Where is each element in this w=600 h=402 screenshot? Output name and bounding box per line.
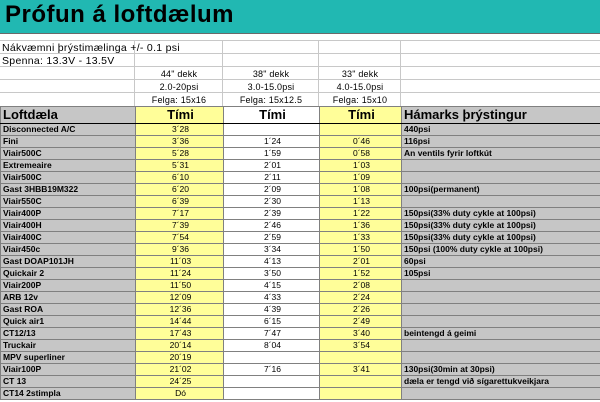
max-pressure-cell: 150psi(33% duty cykle at 100psi) <box>402 208 600 220</box>
pump-name-cell: MPV superliner <box>1 352 136 364</box>
time-33-cell: 1´09 <box>320 172 402 184</box>
pump-results-table <box>0 106 600 400</box>
table-row <box>1 340 600 352</box>
time-44-cell: 17´43 <box>136 328 224 340</box>
pump-name-cell: Disconnected A/C <box>1 124 136 136</box>
max-pressure-cell: 60psi <box>402 256 600 268</box>
pump-name-cell: CT12/13 <box>1 328 136 340</box>
pump-name-cell: Extremeaire <box>1 160 136 172</box>
rim-size-3: Felga: 15x10 <box>332 95 388 105</box>
time-44-cell: 11´24 <box>136 268 224 280</box>
page-title: Prófun á loftdælum <box>5 1 234 28</box>
rim-size-1: Felga: 15x16 <box>151 95 207 105</box>
time-44-cell: 21´02 <box>136 364 224 376</box>
table-row <box>1 316 600 328</box>
time-44-cell: 5´31 <box>136 160 224 172</box>
pump-name-cell: Viair400C <box>1 232 136 244</box>
pump-name-cell: Viair100P <box>1 364 136 376</box>
max-pressure-cell: 150psi(33% duty cykle at 100psi) <box>402 220 600 232</box>
max-pressure-cell <box>402 196 600 208</box>
time-38-cell: 7´47 <box>224 328 320 340</box>
time-44-cell: 6´39 <box>136 196 224 208</box>
time-38-cell: 8´04 <box>224 340 320 352</box>
time-33-cell: 1´50 <box>320 244 402 256</box>
table-row <box>1 352 600 364</box>
max-pressure-cell: An ventils fyrir loftkút <box>402 148 600 160</box>
max-pressure-cell <box>402 352 600 364</box>
table-row <box>1 388 600 400</box>
pump-name-cell: CT 13 <box>1 376 136 388</box>
column-header-time-38: Tími <box>224 107 320 124</box>
time-33-cell: 1´52 <box>320 268 402 280</box>
max-pressure-cell: dæla er tengd við sígarettukveikjara <box>402 376 600 388</box>
pressure-range-3: 4.0-15.0psi <box>336 82 384 92</box>
table-row <box>1 364 600 376</box>
max-pressure-cell <box>402 172 600 184</box>
pump-name-cell: Viair450c <box>1 244 136 256</box>
column-header-pump: Loftdæla <box>1 107 136 124</box>
pump-name-cell: Viair550C <box>1 196 136 208</box>
max-pressure-cell <box>402 280 600 292</box>
max-pressure-cell <box>402 160 600 172</box>
time-38-cell: 4´39 <box>224 304 320 316</box>
time-38-cell: 2´01 <box>224 160 320 172</box>
table-row <box>1 160 600 172</box>
time-44-cell: 3´28 <box>136 124 224 136</box>
time-44-cell: 11´03 <box>136 256 224 268</box>
table-row <box>1 124 600 136</box>
time-38-cell: 3´34 <box>224 244 320 256</box>
max-pressure-cell <box>402 292 600 304</box>
pump-name-cell: CT14 2stimpla <box>1 388 136 400</box>
table-header-row <box>1 107 600 124</box>
time-33-cell <box>320 388 402 400</box>
time-38-cell <box>224 352 320 364</box>
time-38-cell: 4´13 <box>224 256 320 268</box>
time-38-cell: 2´39 <box>224 208 320 220</box>
table-row <box>1 376 600 388</box>
tire-size-1: 44" dekk <box>160 69 198 79</box>
pump-name-cell: Truckair <box>1 340 136 352</box>
time-38-cell: 7´16 <box>224 364 320 376</box>
table-row <box>1 304 600 316</box>
max-pressure-cell: 150psi(33% duty cykle at 100psi) <box>402 232 600 244</box>
table-row <box>1 280 600 292</box>
table-row <box>1 292 600 304</box>
tire-size-3: 33" dekk <box>341 69 379 79</box>
rim-size-2: Felga: 15x12.5 <box>239 95 303 105</box>
time-44-cell: 7´39 <box>136 220 224 232</box>
column-header-time-44: Tími <box>136 107 224 124</box>
tire-size-2: 38" dekk <box>252 69 290 79</box>
table-row <box>1 172 600 184</box>
time-44-cell: 7´17 <box>136 208 224 220</box>
time-44-cell: 24´25 <box>136 376 224 388</box>
time-44-cell: 3´36 <box>136 136 224 148</box>
pressure-range-2: 3.0-15.0psi <box>247 82 295 92</box>
time-38-cell: 2´09 <box>224 184 320 196</box>
time-33-cell: 1´13 <box>320 196 402 208</box>
max-pressure-cell <box>402 304 600 316</box>
time-33-cell: 1´36 <box>320 220 402 232</box>
table-row <box>1 256 600 268</box>
time-38-cell: 1´24 <box>224 136 320 148</box>
pump-name-cell: Viair400P <box>1 208 136 220</box>
time-44-cell: 5´28 <box>136 148 224 160</box>
pump-name-cell: Quick air1 <box>1 316 136 328</box>
time-38-cell <box>224 388 320 400</box>
table-row <box>1 244 600 256</box>
time-33-cell: 2´49 <box>320 316 402 328</box>
max-pressure-cell: 100psi(permanent) <box>402 184 600 196</box>
time-44-cell: 9´36 <box>136 244 224 256</box>
time-38-cell: 2´11 <box>224 172 320 184</box>
table-row <box>1 148 600 160</box>
time-44-cell: 14´44 <box>136 316 224 328</box>
time-44-cell: 7´54 <box>136 232 224 244</box>
table-row <box>1 136 600 148</box>
max-pressure-cell: 116psi <box>402 136 600 148</box>
time-44-cell: 6´20 <box>136 184 224 196</box>
column-header-max-pressure: Hámarks þrýstingur <box>402 107 600 124</box>
time-33-cell: 0´46 <box>320 136 402 148</box>
max-pressure-cell <box>402 340 600 352</box>
max-pressure-cell: 130psi(30min at 30psi) <box>402 364 600 376</box>
time-38-cell: 4´33 <box>224 292 320 304</box>
time-33-cell: 1´03 <box>320 160 402 172</box>
pump-name-cell: ARB 12v <box>1 292 136 304</box>
time-38-cell: 3´50 <box>224 268 320 280</box>
time-38-cell <box>224 124 320 136</box>
time-44-cell: 12´36 <box>136 304 224 316</box>
pump-name-cell: Viair400H <box>1 220 136 232</box>
time-33-cell: 0´58 <box>320 148 402 160</box>
voltage-note: Spenna: 13.3V - 13.5V <box>2 55 115 67</box>
pump-name-cell: Quickair 2 <box>1 268 136 280</box>
max-pressure-cell <box>402 388 600 400</box>
time-44-cell: 12´09 <box>136 292 224 304</box>
time-38-cell: 2´30 <box>224 196 320 208</box>
table-row <box>1 268 600 280</box>
time-38-cell: 2´46 <box>224 220 320 232</box>
time-33-cell <box>320 124 402 136</box>
max-pressure-cell: 150psi (100% duty cykle at 100psi) <box>402 244 600 256</box>
time-33-cell: 2´24 <box>320 292 402 304</box>
time-44-cell: 11´50 <box>136 280 224 292</box>
pump-name-cell: Viair500C <box>1 172 136 184</box>
max-pressure-cell: beintengd á geimi <box>402 328 600 340</box>
table-row <box>1 220 600 232</box>
time-44-cell: 6´10 <box>136 172 224 184</box>
pump-name-cell: Gast ROA <box>1 304 136 316</box>
time-33-cell: 3´54 <box>320 340 402 352</box>
table-row <box>1 184 600 196</box>
time-33-cell <box>320 376 402 388</box>
table-row <box>1 196 600 208</box>
time-38-cell: 1´59 <box>224 148 320 160</box>
table-row <box>1 232 600 244</box>
time-38-cell: 6´15 <box>224 316 320 328</box>
max-pressure-cell <box>402 316 600 328</box>
pump-name-cell: Gast DOAP101JH <box>1 256 136 268</box>
max-pressure-cell: 105psi <box>402 268 600 280</box>
time-33-cell: 1´33 <box>320 232 402 244</box>
time-33-cell: 3´41 <box>320 364 402 376</box>
max-pressure-cell: 440psi <box>402 124 600 136</box>
pressure-range-1: 2.0-20psi <box>159 82 199 92</box>
title-bar <box>0 0 600 34</box>
time-33-cell: 1´08 <box>320 184 402 196</box>
time-33-cell <box>320 352 402 364</box>
table-row <box>1 328 600 340</box>
time-38-cell <box>224 376 320 388</box>
table-row <box>1 208 600 220</box>
time-38-cell: 4´15 <box>224 280 320 292</box>
time-33-cell: 2´08 <box>320 280 402 292</box>
time-44-cell: Dó <box>136 388 224 400</box>
pump-name-cell: Fini <box>1 136 136 148</box>
time-33-cell: 1´22 <box>320 208 402 220</box>
time-38-cell: 2´59 <box>224 232 320 244</box>
pump-name-cell: Gast 3HBB19M322 <box>1 184 136 196</box>
pump-name-cell: Viair500C <box>1 148 136 160</box>
time-44-cell: 20´19 <box>136 352 224 364</box>
time-33-cell: 3´40 <box>320 328 402 340</box>
time-33-cell: 2´01 <box>320 256 402 268</box>
time-33-cell: 2´26 <box>320 304 402 316</box>
time-44-cell: 20´14 <box>136 340 224 352</box>
accuracy-note: Nákvæmni þrýstimælinga +/- 0.1 psi <box>2 42 180 54</box>
column-header-time-33: Tími <box>320 107 402 124</box>
pump-name-cell: Viair200P <box>1 280 136 292</box>
